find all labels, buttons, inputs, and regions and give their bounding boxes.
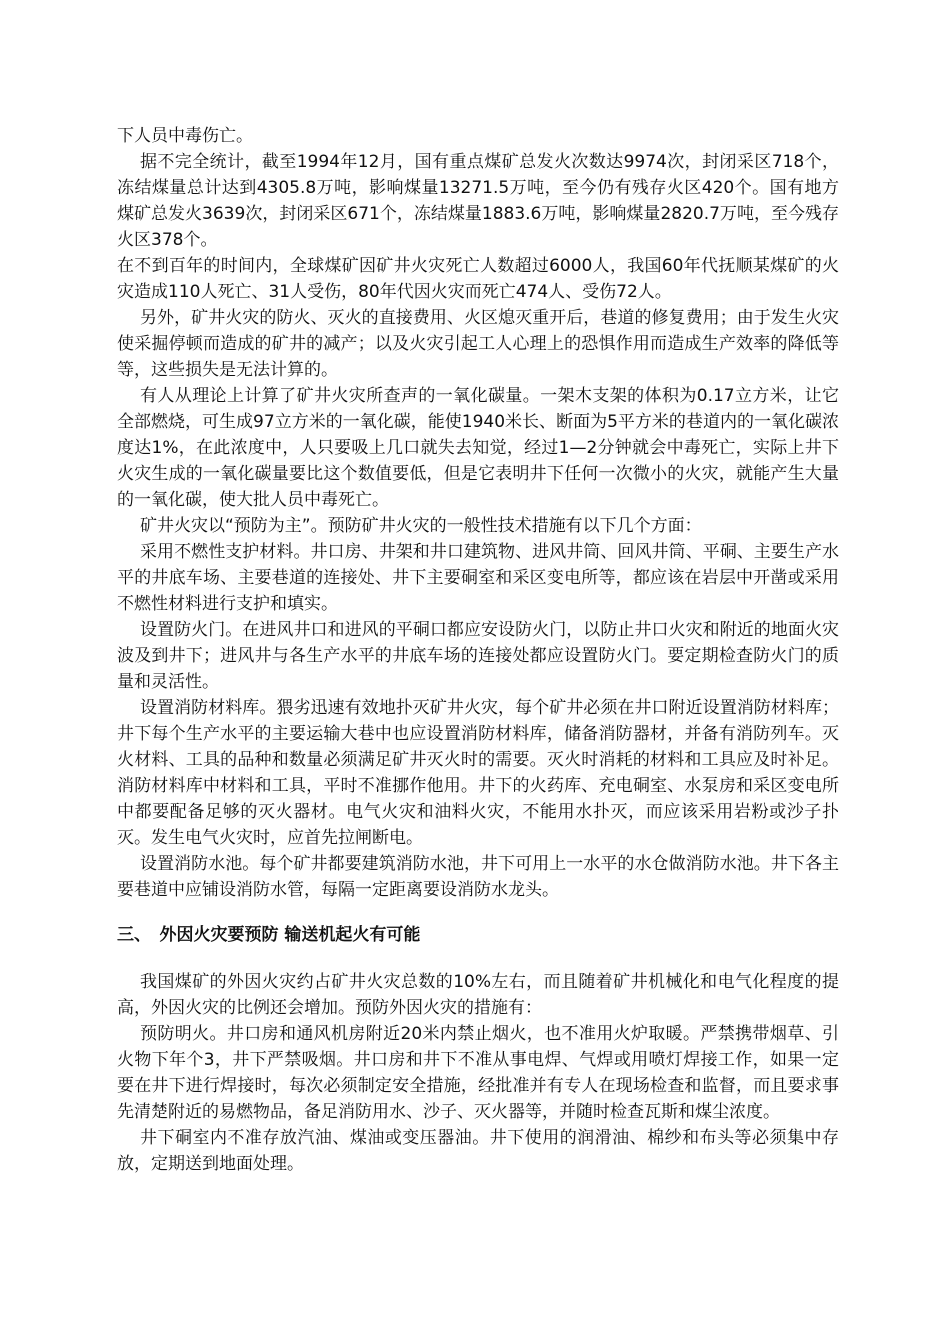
paragraph-6: 矿井火灾以“预防为主”。预防矿井火灾的一般性技术措施有以下几个方面： (140, 516, 702, 536)
paragraph-12: 预防明火。井口房和通风机房附近20米内禁止烟火，也不准用火炉取暖。严禁携带烟草、引火物下年个3，井下严禁吸烟。井口房和井下不准从事电焊、气焊或用喷灯焊接工作，如果一定要在井下进行焊接时，每次必须制定安全措施，经批准并有专人在现场检查和监督，而且要求事先清楚附近的易燃物品，备足消防用水、沙子、灭火器等，并随时检查瓦斯和煤尘浓度。 (117, 1024, 839, 1122)
paragraph-9: 设置消防材料库。猥劣迅速有效地扑灭矿井火灾，每个矿井必须在井口附近设置消防材料库；井下每个生产水平的主要运输大巷中也应设置消防材料库，储备消防器材，并备有消防列车。灭火材料、工具的品种和数量必须满足矿井灭火时的需要。灭火时消耗的材料和工具应及时补足。消防材料库中材料和工具，平时不准挪作他用。井下的火药库、充电硐室、水泵房和采区变电所中都要配备足够的灭火器材。电气火灾和油料火灾，不能用水扑灭，而应该采用岩粉或沙子扑灭。发生电气火灾时，应首先拉闸断电。 (117, 698, 839, 848)
paragraph-7: 采用不燃性支护材料。井口房、井架和井口建筑物、进风井筒、回风井筒、平硐、主要生产水平的井底车场、主要巷道的连接处、井下主要硐室和采区变电所等，都应该在岩层中开凿或采用不燃性材料进行支护和填实。 (117, 542, 839, 614)
paragraph-8: 设置防火门。在进风井口和进风的平硐口都应安设防火门，以防止井口火灾和附近的地面火灾波及到井下；进风井与各生产水平的井底车场的连接处都应设置防火门。要定期检查防火门的质量和灵活性。 (117, 620, 839, 692)
paragraph-13: 井下硐室内不准存放汽油、煤油或变压器油。井下使用的润滑油、棉纱和布头等必须集中存放，定期送到地面处理。 (117, 1128, 839, 1174)
paragraph-1: 下人员中毒伤亡。 (117, 126, 253, 146)
paragraph-11: 我国煤矿的外因火灾约占矿井火灾总数的10%左右，而且随着矿井机械化和电气化程度的提高，外因火灾的比例还会增加。预防外因火灾的措施有： (117, 972, 839, 1018)
paragraph-10: 设置消防水池。每个矿井都要建筑消防水池，井下可用上一水平的水仓做消防水池。井下各主要巷道中应铺设消防水管，每隔一定距离要设消防水龙头。 (117, 854, 839, 900)
paragraph-2: 据不完全统计，截至1994年12月，国有重点煤矿总发火次数达9974次，封闭采区718个，冻结煤量总计达到4305.8万吨，影响煤量13271.5万吨，至今仍有残存火区420个。国有地方煤矿总发火3639次，封闭采区671个，冻结煤量1883.6万吨，影响煤量2820.7万吨，至今残存火区378个。 (117, 152, 839, 250)
paragraph-3: 在不到百年的时间内，全球煤矿因矿井火灾死亡人数超过6000人，我国60年代抚顺某煤矿的火灾造成110人死亡、31人受伤，80年代因火灾而死亡474人、受伤72人。 (117, 256, 839, 302)
body-text-top (117, 123, 839, 903)
paragraph-4: 另外，矿井火灾的防火、灭火的直接费用、火区熄灭重开后，巷道的修复费用；由于发生火灾使采掘停顿而造成的矿井的减产；以及火灾引起工人心理上的恐惧作用而造成生产效率的降低等等，这些损失是无法计算的。 (117, 308, 839, 380)
body-text-bottom (117, 969, 839, 1177)
section-heading: 三、 外因火灾要预防 输送机起火有可能 (117, 925, 421, 945)
document-page (117, 123, 839, 1177)
paragraph-5: 有人从理论上计算了矿井火灾所查声的一氧化碳量。一架木支架的体积为0.17立方米，让它全部燃烧，可生成97立方米的一氧化碳，能使1940米长、断面为5平方米的巷道内的一氧化碳浓度达1%，在此浓度中，人只要吸上几口就失去知觉，经过1—2分钟就会中毒死亡，实际上井下火灾生成的一氧化碳量要比这个数值要低，但是它表明井下任何一次微小的火灾，就能产生大量的一氧化碳，使大批人员中毒死亡。 (117, 386, 839, 510)
